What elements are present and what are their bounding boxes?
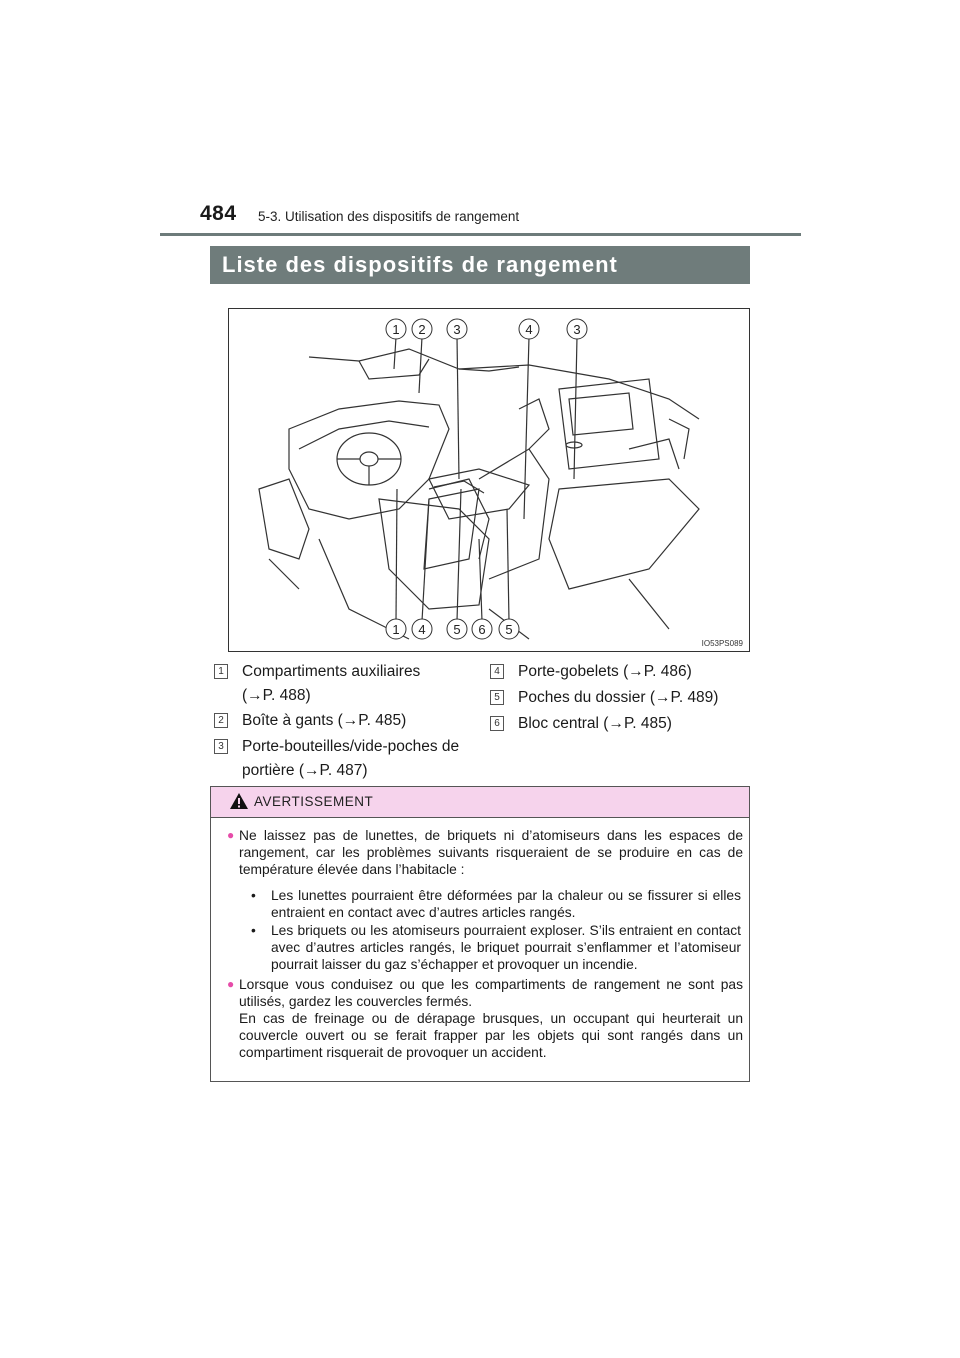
callout-bottom-1: 1 bbox=[392, 622, 400, 637]
page-number: 484 bbox=[200, 202, 237, 225]
warning-title: AVERTISSEMENT bbox=[254, 794, 374, 809]
warning-header bbox=[211, 787, 749, 818]
warning-triangle-icon bbox=[229, 792, 249, 810]
legend-number: 2 bbox=[214, 713, 228, 728]
sub-bullet-icon: • bbox=[251, 888, 256, 903]
legend-number: 5 bbox=[490, 690, 504, 705]
legend-item-3 bbox=[214, 735, 484, 785]
legend-text-line1: Boîte à gants (→P. 485) bbox=[242, 712, 407, 729]
warning-paragraph-1 bbox=[227, 827, 743, 878]
warning-sub-item-1 bbox=[251, 887, 741, 921]
legend-text-line2: (→P. 488) bbox=[242, 687, 311, 704]
warning-paragraph-1-text: Ne laissez pas de lunettes, de briquets ni d’atomiseurs dans les espaces de rangement, car les problèmes suivants risqueraient de se produire en cas de température élevée dans l’habitacle : bbox=[239, 828, 743, 877]
legend-text-line1: Compartiments auxiliaires bbox=[242, 663, 421, 680]
bullet-icon: ● bbox=[227, 977, 235, 991]
figure-code: IO53PS089 bbox=[701, 639, 743, 648]
callout-top-2: 2 bbox=[418, 322, 426, 337]
warning-sub-item-1-text: Les lunettes pourraient être déformées par la chaleur ou se fissurer si elles entraient en contact avec d’autres articles rangés. bbox=[271, 888, 741, 920]
warning-paragraph-2 bbox=[227, 976, 743, 1010]
legend-number: 3 bbox=[214, 739, 228, 754]
car-interior-figure bbox=[228, 308, 750, 652]
bullet-icon: ● bbox=[227, 828, 235, 842]
callout-top-1: 1 bbox=[392, 322, 400, 337]
legend-text-line1: Poches du dossier (→P. 489) bbox=[518, 689, 719, 706]
warning-paragraph-3 bbox=[227, 1010, 743, 1061]
legend-item-6 bbox=[490, 712, 750, 736]
legend-item-1 bbox=[214, 660, 484, 710]
legend-number: 4 bbox=[490, 664, 504, 679]
chapter-title: 5-3. Utilisation des dispositifs de rangement bbox=[258, 209, 520, 224]
legend-text-line1: Porte-gobelets (→P. 486) bbox=[518, 663, 692, 680]
legend-item-2 bbox=[214, 709, 484, 733]
header-rule bbox=[160, 233, 801, 236]
legend-number: 6 bbox=[490, 716, 504, 731]
legend-item-5 bbox=[490, 686, 750, 710]
warning-sub-item-2 bbox=[251, 922, 741, 973]
callout-bottom-4: 6 bbox=[478, 622, 486, 637]
legend-text-line2: portière (→P. 487) bbox=[242, 762, 368, 779]
callout-top-5: 3 bbox=[573, 322, 581, 337]
callout-top-4: 4 bbox=[525, 322, 533, 337]
callout-bottom-2: 4 bbox=[418, 622, 426, 637]
legend-item-4 bbox=[490, 660, 750, 684]
legend-number: 1 bbox=[214, 664, 228, 679]
sub-bullet-icon: • bbox=[251, 923, 256, 938]
warning-paragraph-2-text: Lorsque vous conduisez ou que les compartiments de rangement ne sont pas utilisés, gardez les couvercles fermés. bbox=[239, 977, 743, 1009]
legend-text-line1: Porte-bouteilles/vide-poches de bbox=[242, 738, 460, 755]
callout-top-3: 3 bbox=[453, 322, 461, 337]
car-interior-illustration bbox=[229, 309, 749, 651]
warning-box bbox=[210, 786, 750, 1082]
section-title: Liste des dispositifs de rangement bbox=[210, 246, 750, 284]
callout-bottom-3: 5 bbox=[453, 622, 461, 637]
warning-sub-item-2-text: Les briquets ou les atomiseurs pourraient exploser. S’ils entraient en contact avec d’autres articles rangés, le briquet pourrait s’enflammer et l’atomiseur pourrait laisser du gaz s’échapper et provoquer un incendie. bbox=[271, 923, 741, 972]
legend-text-line1: Bloc central (→P. 485) bbox=[518, 715, 672, 732]
callout-bottom-5: 5 bbox=[505, 622, 513, 637]
warning-paragraph-3-text: En cas de freinage ou de dérapage brusques, un occupant qui heurterait un couvercle ouvert ou se ferait frapper par les objets qui sont rangés dans un compartiment risquerait de provoquer un accident. bbox=[239, 1011, 743, 1060]
